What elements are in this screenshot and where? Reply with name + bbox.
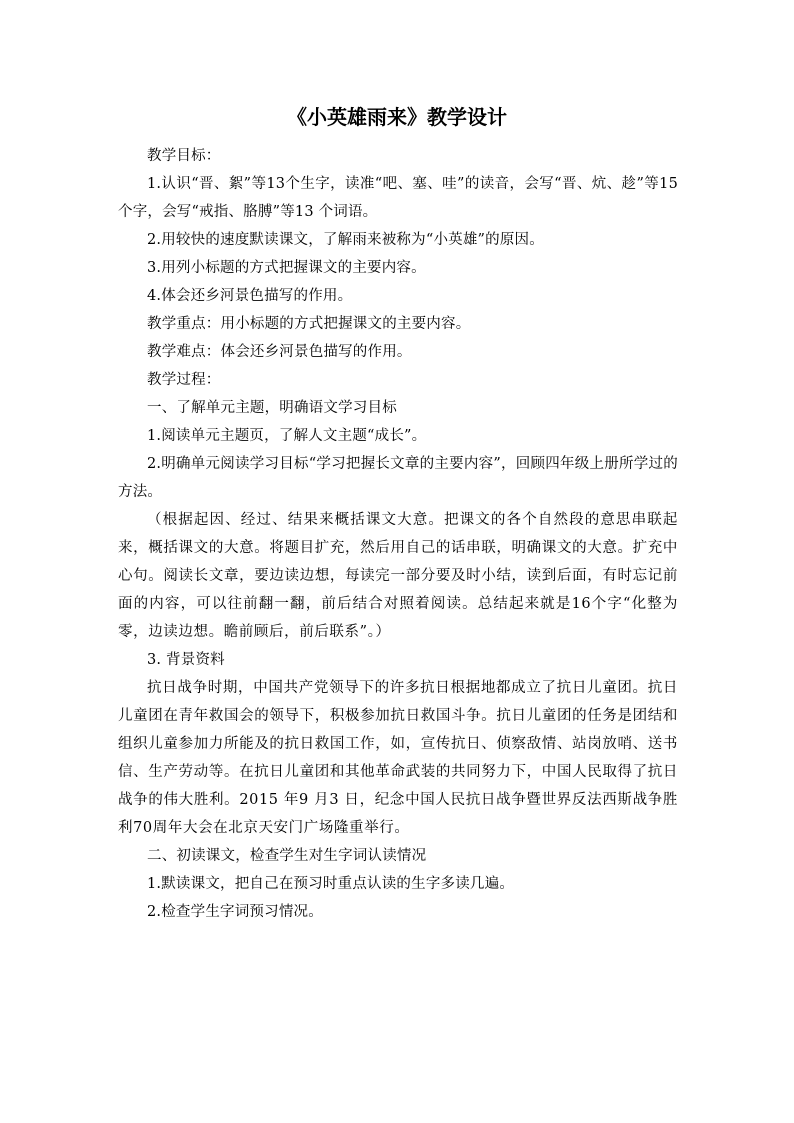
paragraph-section-1-heading: 一、了解单元主题，明确语文学习目标: [147, 400, 397, 416]
paragraph-teaching-goals-heading: 教学目标：: [147, 148, 221, 164]
paragraph-process-heading: 教学过程：: [147, 372, 221, 388]
paragraph-background-heading: 3. 背景资料: [147, 652, 225, 668]
paragraph-section-1-item-1: 1.阅读单元主题页，了解人文主题“成长”。: [147, 428, 427, 444]
paragraph-section-2-heading: 二、初读课文，检查学生对生字词认读情况: [147, 848, 427, 864]
paragraph-goal-1: 1.认识“晋、絮”等13个生字，读准“吧、塞、哇”的读音，会写“晋、炕、趁”等15 个字，会写“戒指、胳膊”等13 个词语。: [118, 176, 678, 220]
document-body: [118, 142, 678, 926]
document-title: 《小英雄雨来》教学设计: [287, 105, 507, 129]
paragraph-method-summary: （根据起因、经过、结果来概括课文大意。把课文的各个自然段的意思串联起来，概括课文的大意。将题目扩充，然后用自己的话串联，明确课文的大意。扩充中心句。阅读长文章，要边读边想，每读完一部分要及时小结，读到后面，有时忘记前面的内容，可以往前翻一翻，前后结合对照着阅读。总结起来就是16个字“化整为零，边读边想。瞻前顾后，前后联系”。）: [118, 512, 678, 640]
paragraph-goal-4: 4.体会还乡河景色描写的作用。: [147, 288, 353, 304]
paragraph-section-1-item-2: 2.明确单元阅读学习目标“学习把握长文章的主要内容”，回顾四年级上册所学过的方法。: [118, 456, 678, 500]
paragraph-section-2-item-2: 2.检查学生字词预习情况。: [147, 904, 323, 920]
paragraph-section-2-item-1: 1.默读课文，把自己在预习时重点认读的生字多读几遍。: [147, 876, 515, 892]
paragraph-difficult-point: 教学难点：体会还乡河景色描写的作用。: [147, 344, 412, 360]
paragraph-goal-3: 3.用列小标题的方式把握课文的主要内容。: [147, 260, 426, 276]
paragraph-key-point: 教学重点：用小标题的方式把握课文的主要内容。: [147, 316, 471, 332]
paragraph-goal-2: 2.用较快的速度默读课文，了解雨来被称为“小英雄”的原因。: [147, 232, 544, 248]
paragraph-background-text: 抗日战争时期，中国共产党领导下的许多抗日根据地都成立了抗日儿童团。抗日儿童团在青年救国会的领导下，积极参加抗日救国斗争。抗日儿童团的任务是团结和组织儿童参加力所能及的抗日救国工作，如，宣传抗日、侦察敌情、站岗放哨、送书信、生产劳动等。在抗日儿童团和其他革命武装的共同努力下，中国人民取得了抗日战争的伟大胜利。2015 年9 月3 日，纪念中国人民抗日战争暨世界反法西斯战争胜利70周年大会在北京天安门广场隆重举行。: [118, 680, 678, 836]
